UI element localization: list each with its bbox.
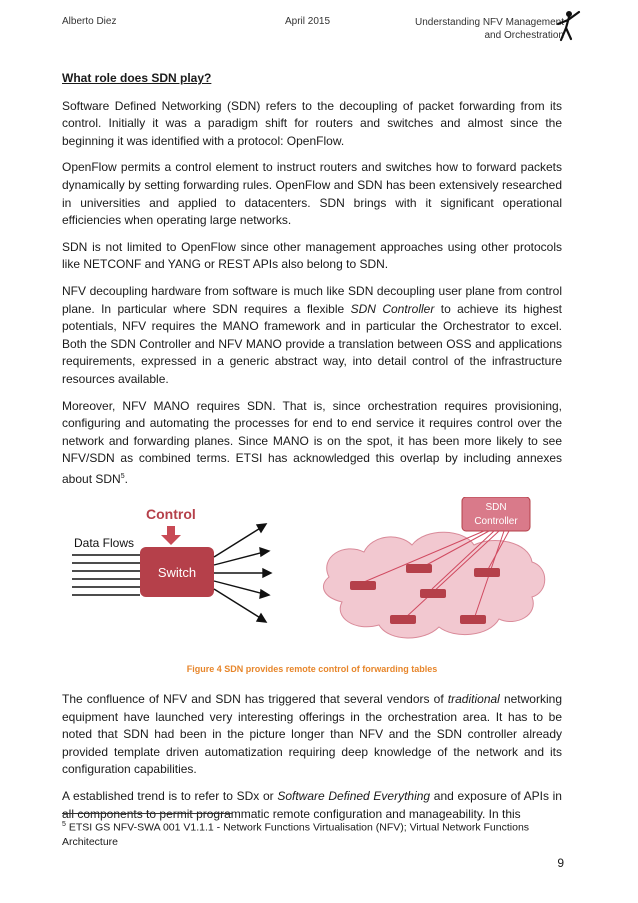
header-title-line2: and Orchestration xyxy=(484,30,564,41)
network-node xyxy=(420,589,446,598)
network-node xyxy=(390,615,416,624)
network-node xyxy=(474,568,500,577)
footnote-number: 5 xyxy=(62,821,66,828)
sdn-figure xyxy=(54,497,564,657)
page-number: 9 xyxy=(557,856,564,870)
fencer-logo-icon xyxy=(549,8,583,48)
footnote xyxy=(62,818,562,849)
header-date: April 2015 xyxy=(285,16,331,27)
traditional-emphasis: traditional xyxy=(447,692,500,707)
figure-caption: Figure 4 SDN provides remote control of forwarding tables xyxy=(186,664,438,675)
paragraph-sdn-definition: Software Defined Networking (SDN) refers to the decoupling of packet forwarding from its control. Initially it was a paradigm shift for routers and switches and almost since the beginning it was identified with a protocol: OpenFlow. xyxy=(62,98,562,148)
outgoing-flow-arrows xyxy=(214,524,271,622)
control-arrow-icon xyxy=(161,526,181,545)
paragraph-openflow: OpenFlow permits a control element to instruct routers and switches how to forward packets dynamically by setting forwarding rules. OpenFlow and SDN has been extensively researched in universities and applied to datacenters. SDN brings with it significant operational efficiencies when operating large networks. xyxy=(62,160,562,228)
paragraph-nfv-decoupling: NFV decoupling hardware from software is much like SDN decoupling user plane from control plane. In particular where SDN requires a flexible SDN Controller to achieve its highest potentials, NFV requires the MANO framework and in particular the Orchestrator to excel. Both the SDN Controller and NFV MANO provide a translation between OSS and applications requirements, expressed in a generic abstract way, into detail control of the infrastructure resources available. xyxy=(62,283,562,386)
network-node xyxy=(350,581,376,590)
paragraph-vendors: The confluence of NFV and SDN has triggered that several vendors of traditional networking equipment have launched very interesting offerings in the orchestration area. It has to be noted that SDN had been in the picture longer than NFV and the SDN controller already provided template driven automatization requiring deep knowledge of the network and its configuration capabilities. xyxy=(62,692,562,777)
header-title-line1: Understanding NFV Management xyxy=(415,17,564,28)
section-heading: What role does SDN play? xyxy=(62,71,212,85)
footnote-ref[interactable]: 5 xyxy=(120,472,125,480)
sdn-controller-line1: SDN xyxy=(485,502,507,514)
footnote-divider xyxy=(62,813,232,814)
footnote-text: ETSI GS NFV-SWA 001 V1.1.1 - Network Functions Virtualisation (NFV); Virtual Network Functions Architecture xyxy=(62,821,530,848)
paragraph-mano-sdn: Moreover, NFV MANO requires SDN. That is, since orchestration requires provisioning, configuring and automating the processes for end to end service it requires control over the network and forwarding planes. Since MANO is on the spot, it has been more likely to see NFV/SDN as combined terms. ETSI has acknowledged this overlap by including annexes about SDN$^5$. xyxy=(62,398,562,486)
data-flows-label: Data Flows xyxy=(74,536,135,551)
network-node xyxy=(406,564,432,573)
sdn-diagram xyxy=(54,497,564,657)
network-node xyxy=(460,615,486,624)
sdx-emphasis: Software Defined Everything xyxy=(277,789,431,804)
control-label: Control xyxy=(146,506,196,523)
sdn-controller-line2: Controller xyxy=(474,516,518,528)
sdn-controller-emphasis: SDN Controller xyxy=(350,301,435,316)
paragraph-sdx: A established trend is to refer to SDx or Software Defined Everything and exposure of APIs in all components to permit programmatic remote configuration and manageability. In this xyxy=(62,789,562,821)
incoming-flows xyxy=(72,555,140,595)
header-author: Alberto Diez xyxy=(62,16,117,27)
header-title xyxy=(415,16,564,42)
document-body xyxy=(62,70,562,832)
switch-label: Switch xyxy=(157,565,197,581)
paragraph-sdn-protocols: SDN is not limited to OpenFlow since other management approaches using other protocols like NETCONF and YANG or REST APIs also belong to SDN. xyxy=(62,239,562,272)
